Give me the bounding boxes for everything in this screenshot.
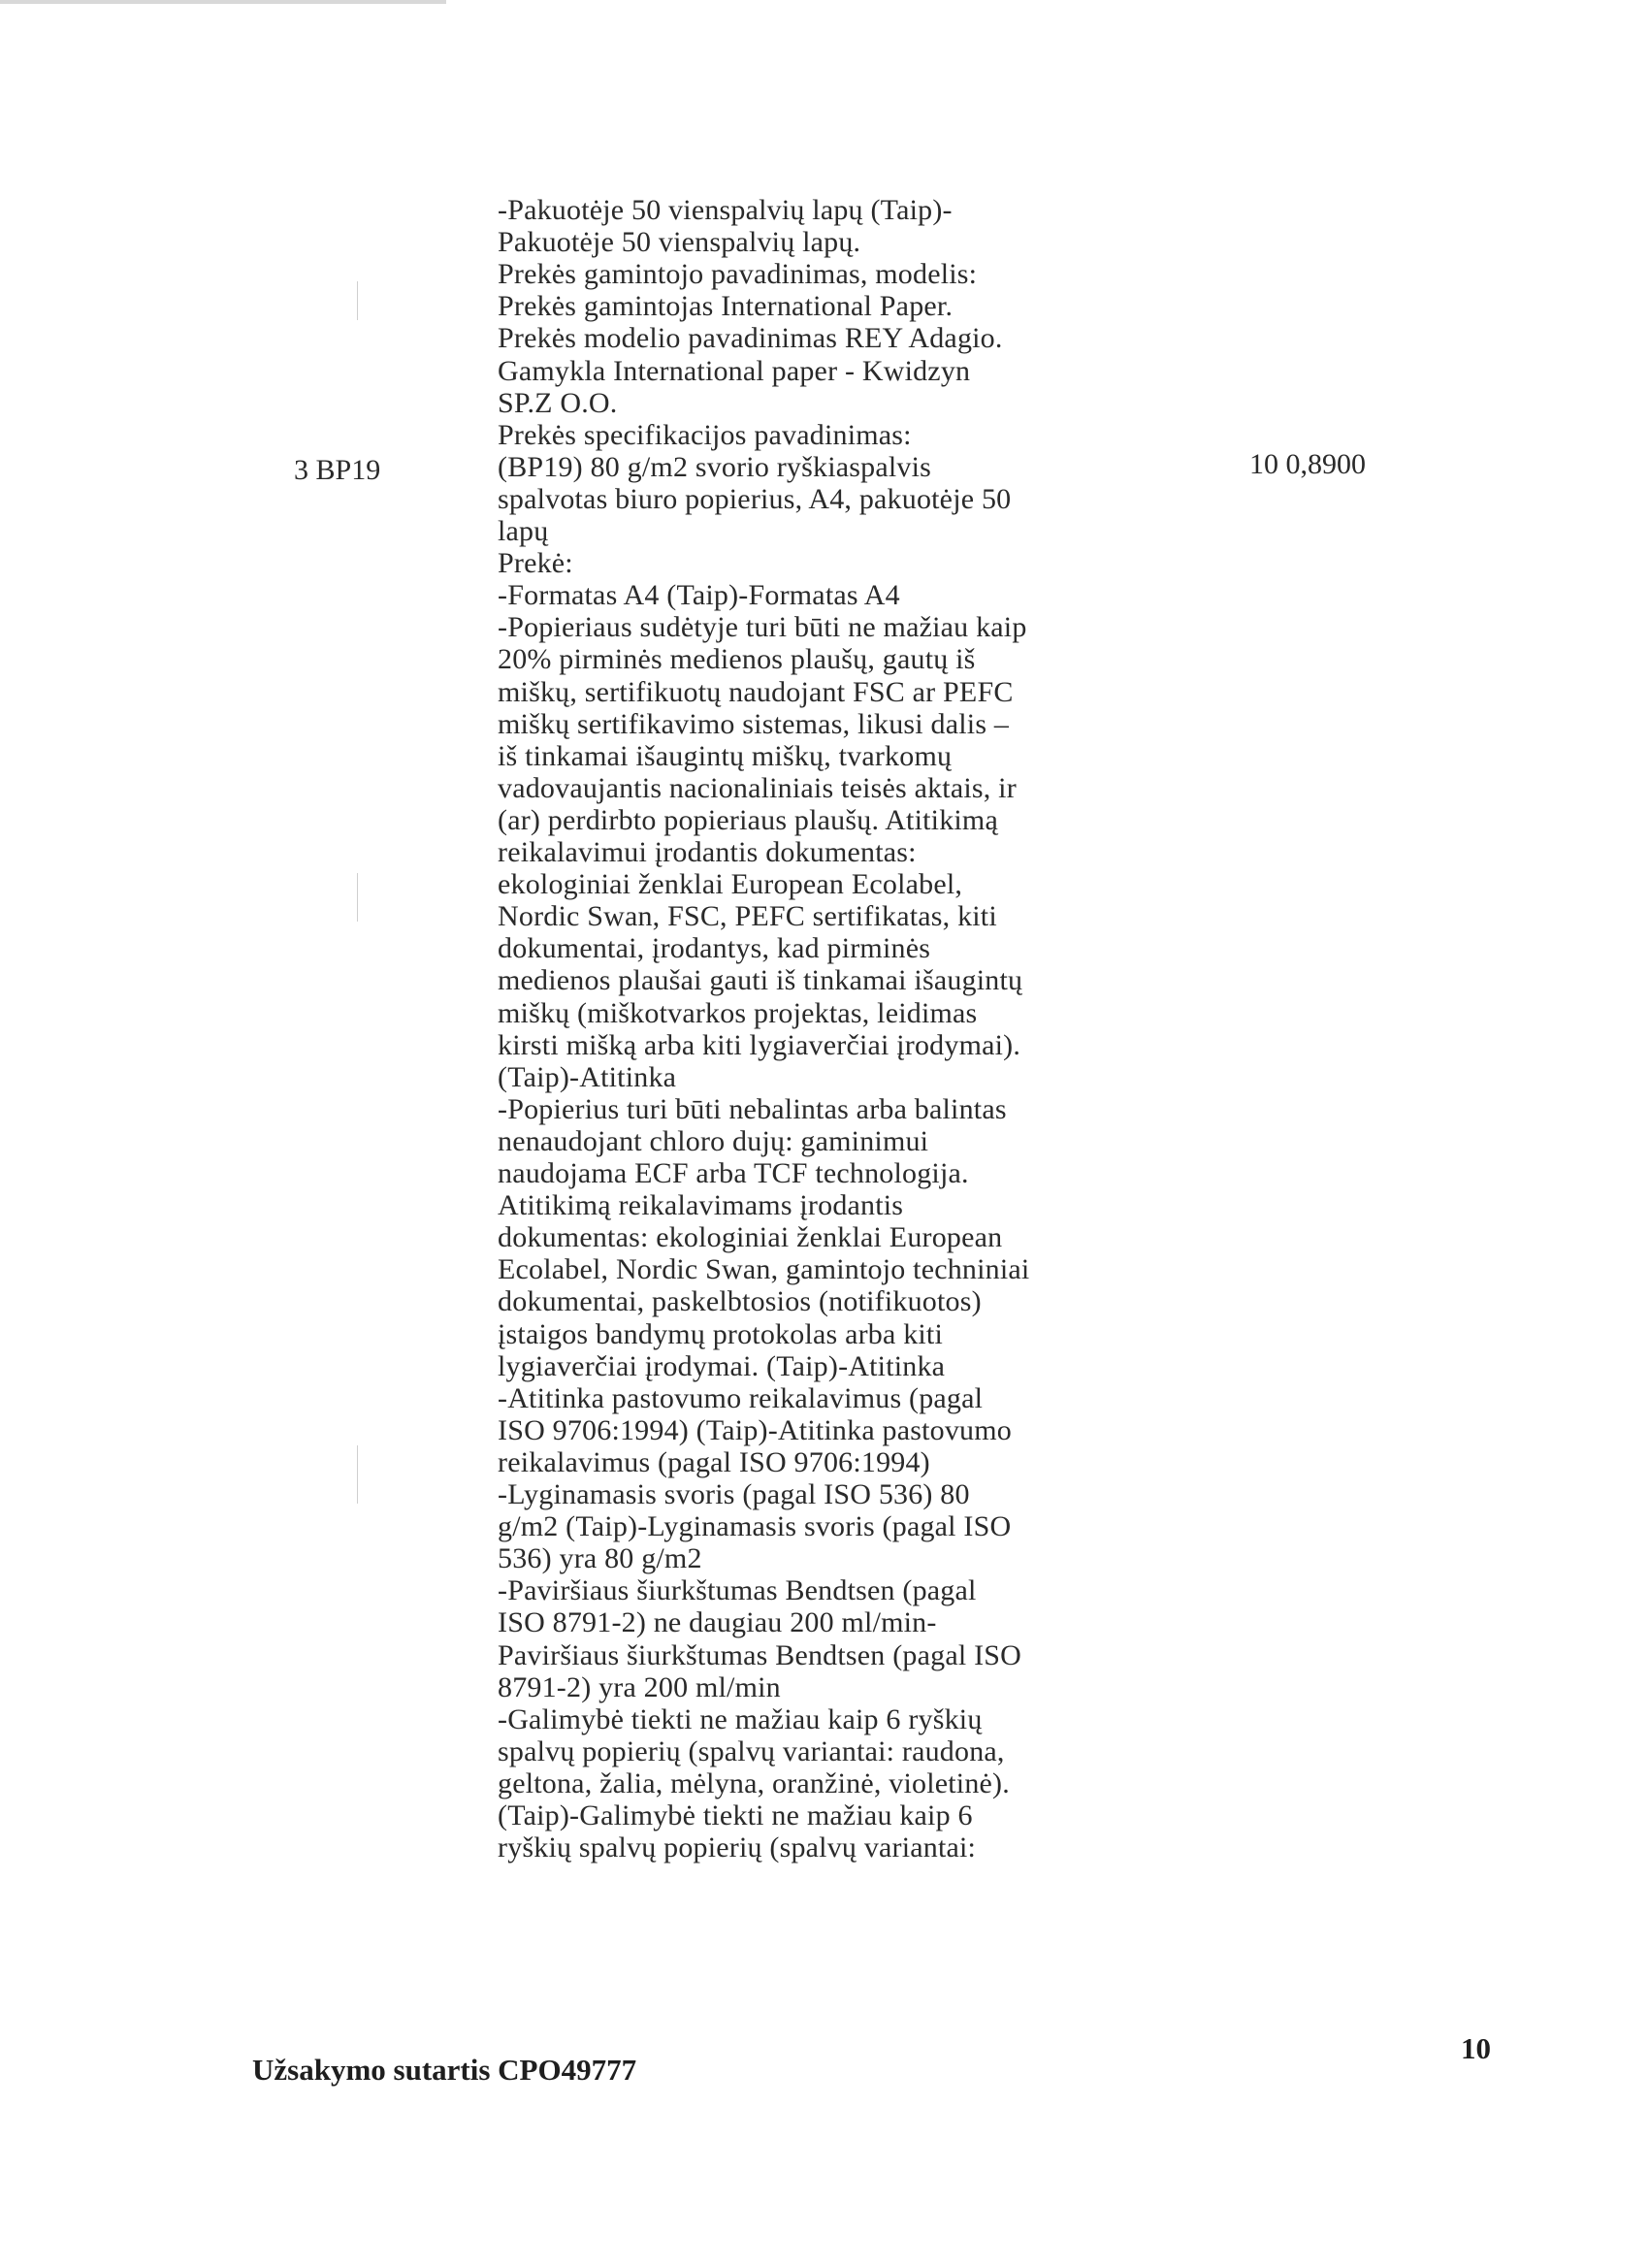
text-line: (Taip)-Galimybė tiekti ne mažiau kaip 6 (498, 1799, 973, 1831)
text-line: Nordic Swan, FSC, PEFC sertifikatas, kiti (498, 900, 997, 933)
scan-artifact-line (357, 873, 358, 922)
text-line: (ar) perdirbto popieriaus plaušų. Atitikimą (498, 803, 998, 836)
text-line: spalvotas biuro popierius, A4, pakuotėje 50 (498, 482, 1012, 515)
text-line: -Popierius turi būti nebalintas arba balintas (498, 1092, 1007, 1125)
text-line: naudojama ECF arba TCF technologija. (498, 1157, 969, 1189)
text-line: 8791-2) yra 200 ml/min (498, 1670, 781, 1703)
text-line: Prekės gamintojo pavadinimas, modelis: (498, 258, 978, 291)
quantity-price: 10 0,8900 (1249, 448, 1366, 480)
text-line: Prekės specifikacijos pavadinimas: (498, 418, 912, 451)
text-line: Paviršiaus šiurkštumas Bendtsen (pagal ISO (498, 1638, 1022, 1671)
text-line: lapų (498, 515, 549, 547)
text-line: geltona, žalia, mėlyna, oranžinė, violetinė). (498, 1766, 1010, 1799)
text-line: -Paviršiaus šiurkštumas Bendtsen (pagal (498, 1574, 977, 1607)
text-line: vadovaujantis nacionaliniais teisės aktais, ir (498, 771, 1017, 804)
text-line: lygiaverčiai įrodymai. (Taip)-Atitinka (498, 1349, 946, 1382)
text-line: Gamykla International paper - Kwidzyn (498, 354, 971, 387)
text-line: dokumentas: ekologiniai ženklai European (498, 1221, 1003, 1254)
text-line: spalvų popierių (spalvų variantai: raudona, (498, 1734, 1005, 1767)
scan-edge-mark (0, 0, 446, 4)
scan-artifact-line (357, 281, 358, 320)
text-line: (BP19) 80 g/m2 svorio ryškiaspalvis (498, 450, 931, 483)
text-line: -Pakuotėje 50 vienspalvių lapų (Taip)- (498, 194, 953, 226)
text-line: dokumentai, paskelbtosios (notifikuotos) (498, 1285, 982, 1318)
text-line: nenaudojant chloro dujų: gaminimui (498, 1124, 929, 1157)
text-line: 536) yra 80 g/m2 (498, 1542, 702, 1575)
text-line: Prekės gamintojas International Paper. (498, 290, 954, 323)
text-line: Prekės modelio pavadinimas REY Adagio. (498, 322, 1003, 355)
text-line: ISO 8791-2) ne daugiau 200 ml/min- (498, 1606, 937, 1639)
text-line: -Lyginamasis svoris (pagal ISO 536) 80 (498, 1478, 970, 1510)
text-line: (Taip)-Atitinka (498, 1060, 677, 1093)
text-line: -Atitinka pastovumo reikalavimus (pagal (498, 1381, 984, 1414)
text-line: 20% pirminės medienos plaušų, gautų iš (498, 643, 976, 676)
text-line: Prekė: (498, 547, 573, 580)
scan-artifact-line (357, 1445, 358, 1504)
text-line: ISO 9706:1994) (Taip)-Atitinka pastovumo (498, 1413, 1012, 1446)
text-line: Atitikimą reikalavimams įrodantis (498, 1189, 904, 1222)
text-line: -Popieriaus sudėtyje turi būti ne mažiau kaip (498, 611, 1027, 644)
text-line: miškų (miškotvarkos projektas, leidimas (498, 996, 978, 1029)
text-line: -Formatas A4 (Taip)-Formatas A4 (498, 579, 900, 612)
text-line: reikalavimui įrodantis dokumentas: (498, 836, 917, 868)
text-line: ekologiniai ženklai European Ecolabel, (498, 868, 963, 901)
text-line: ryškių spalvų popierių (spalvų variantai: (498, 1831, 977, 1864)
text-line: SP.Z O.O. (498, 386, 618, 419)
text-line: Ecolabel, Nordic Swan, gamintojo techniniai (498, 1253, 1030, 1286)
text-line: reikalavimus (pagal ISO 9706:1994) (498, 1445, 930, 1478)
text-line: kirsti mišką arba kiti lygiaverčiai įrodymai). (498, 1028, 1021, 1061)
text-line: miškų, sertifikuotų naudojant FSC ar PEFC (498, 675, 1014, 708)
text-line: miškų sertifikavimo sistemas, likusi dalis – (498, 707, 1010, 740)
text-line: dokumentai, įrodantys, kad pirminės (498, 932, 931, 965)
contract-footer: Užsakymo sutartis CPO49777 (252, 2053, 637, 2087)
text-line: g/m2 (Taip)-Lyginamasis svoris (pagal ISO (498, 1510, 1012, 1543)
text-line: Pakuotėje 50 vienspalvių lapų. (498, 226, 861, 259)
page-number: 10 (1461, 2031, 1491, 2065)
text-line: iš tinkamai išaugintų miškų, tvarkomų (498, 739, 953, 772)
item-number: 3 BP19 (294, 454, 381, 486)
text-line: įstaigos bandymų protokolas arba kiti (498, 1317, 943, 1350)
text-line: -Galimybė tiekti ne mažiau kaip 6 ryškių (498, 1702, 983, 1735)
text-line: medienos plaušai gauti iš tinkamai išaugintų (498, 964, 1023, 997)
